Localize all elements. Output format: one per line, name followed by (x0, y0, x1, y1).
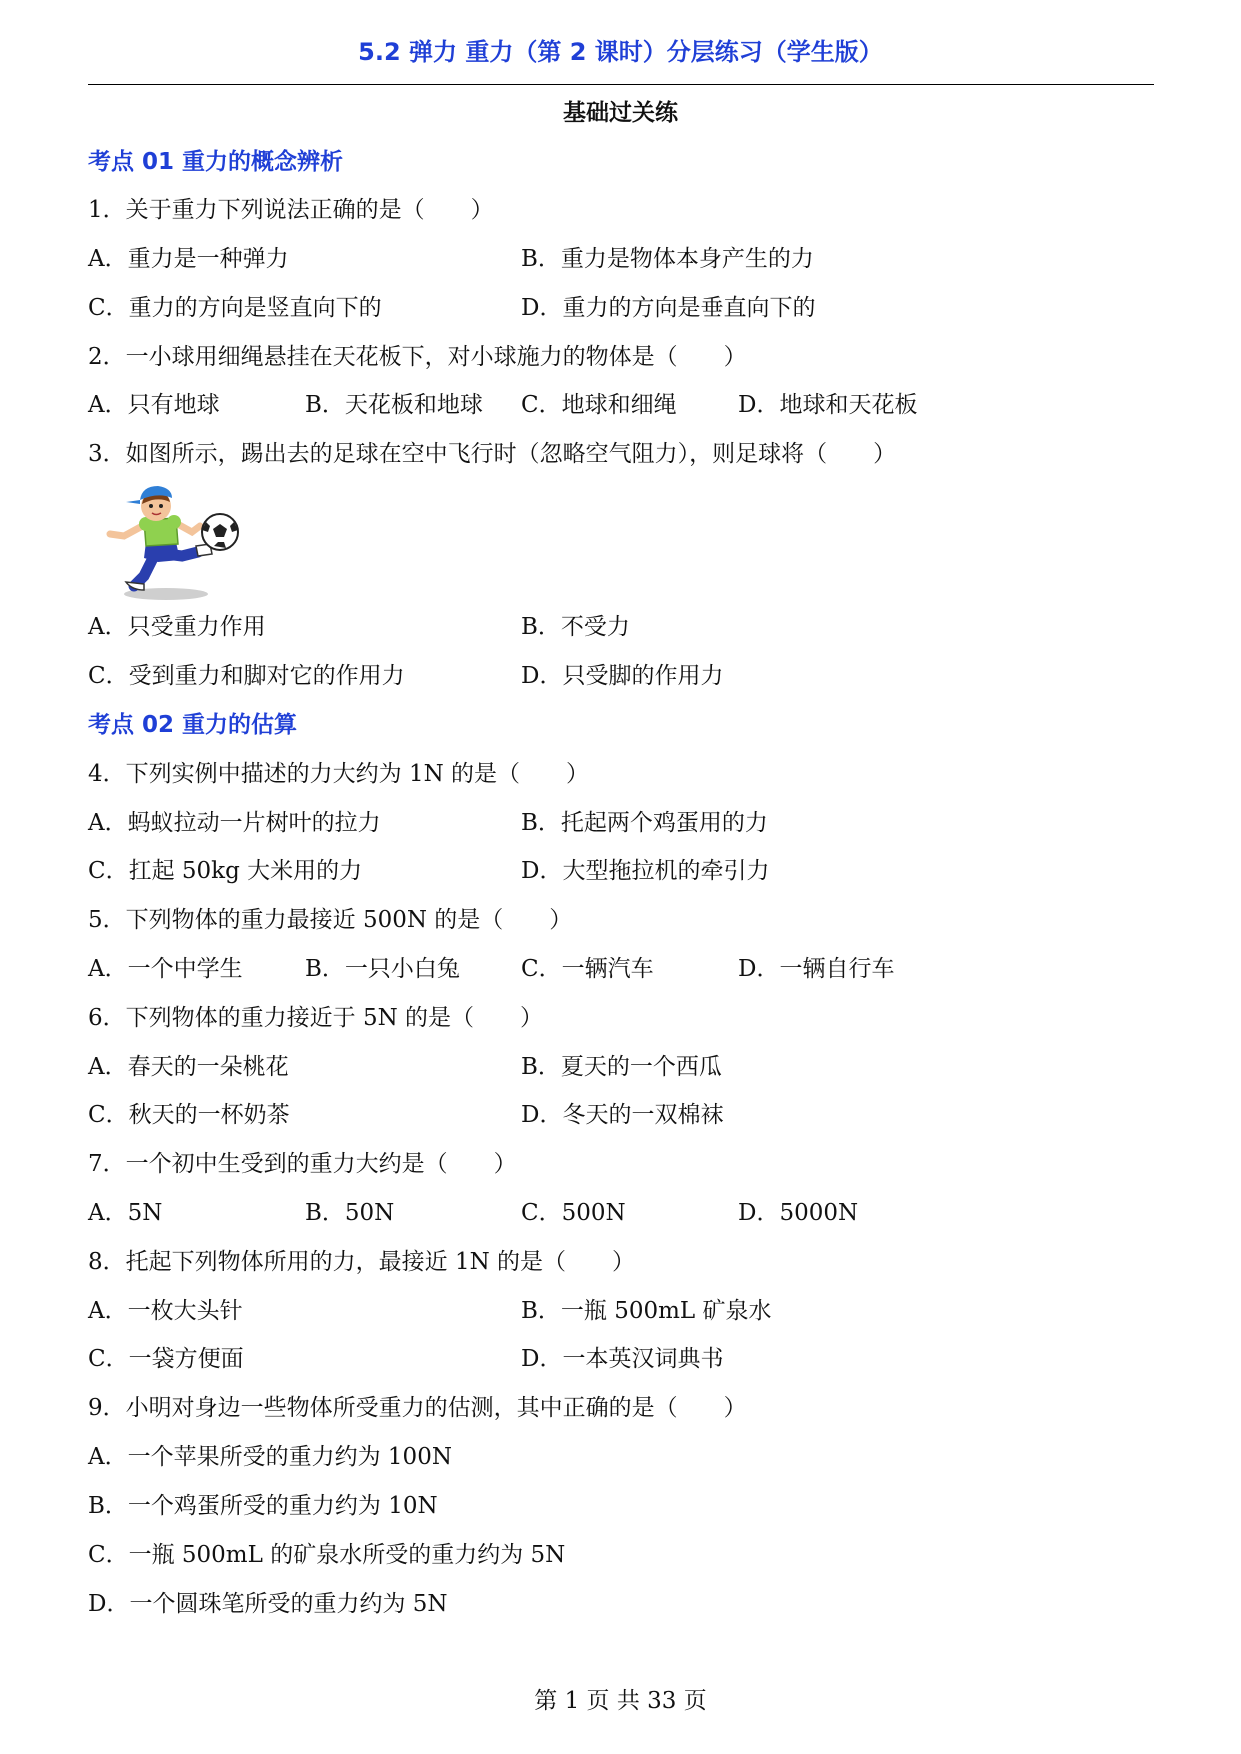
question-3-option-d: D．只受脚的作用力 (521, 663, 724, 689)
question-9-option-a: A．一个苹果所受的重力约为 100N (88, 1444, 452, 1470)
question-9-option-d: D．一个圆珠笔所受的重力约为 5N (88, 1591, 448, 1617)
boy-kicking-ball-illustration (96, 486, 246, 604)
question-6-option-b: B．夏天的一个西瓜 (521, 1054, 722, 1080)
question-9-option-c: C．一瓶 500mL 的矿泉水所受的重力约为 5N (88, 1542, 566, 1568)
question-8-stem: 8．托起下列物体所用的力，最接近 1N 的是（ ） (88, 1249, 636, 1275)
question-7-option-c: C．500N (521, 1200, 626, 1226)
question-7-option-d: D．5000N (738, 1200, 859, 1226)
question-2-option-a: A．只有地球 (88, 392, 220, 418)
question-3-option-b: B．不受力 (521, 614, 630, 640)
question-5-option-d: D．一辆自行车 (738, 956, 895, 982)
question-8-option-d: D．一本英汉词典书 (521, 1346, 724, 1372)
question-1-stem: 1．关于重力下列说法正确的是（ ） (88, 197, 494, 223)
section-heading: 基础过关练 (563, 100, 678, 126)
question-5-stem: 5．下列物体的重力最接近 500N 的是（ ） (88, 907, 573, 933)
question-1-option-b: B．重力是物体本身产生的力 (521, 246, 814, 272)
question-2-stem: 2．一小球用细绳悬挂在天花板下，对小球施力的物体是（ ） (88, 344, 747, 370)
question-6-option-a: A．春天的一朵桃花 (88, 1054, 289, 1080)
question-2-option-d: D．地球和天花板 (738, 392, 918, 418)
question-5-option-c: C．一辆汽车 (521, 956, 654, 982)
question-3-stem: 3．如图所示，踢出去的足球在空中飞行时（忽略空气阻力），则足球将（ ） (88, 441, 897, 467)
question-7-option-b: B．50N (305, 1200, 395, 1226)
topic-heading-01: 考点 01 重力的概念辨析 (88, 149, 344, 175)
question-7-stem: 7．一个初中生受到的重力大约是（ ） (88, 1151, 517, 1177)
question-4-option-a: A．蚂蚁拉动一片树叶的拉力 (88, 810, 381, 836)
question-5-option-b: B．一只小白兔 (305, 956, 460, 982)
question-5-option-a: A．一个中学生 (88, 956, 243, 982)
question-8-option-a: A．一枚大头针 (88, 1298, 243, 1324)
question-8-option-b: B．一瓶 500mL 矿泉水 (521, 1298, 772, 1324)
question-9-stem: 9．小明对身边一些物体所受重力的估测，其中正确的是（ ） (88, 1395, 747, 1421)
question-1-option-d: D．重力的方向是垂直向下的 (521, 295, 816, 321)
question-4-option-d: D．大型拖拉机的牵引力 (521, 858, 770, 884)
question-6-option-c: C．秋天的一杯奶茶 (88, 1102, 290, 1128)
question-6-option-d: D．冬天的一双棉袜 (521, 1102, 724, 1128)
header-divider (88, 84, 1154, 85)
question-3-option-a: A．只受重力作用 (88, 614, 266, 640)
question-6-stem: 6．下列物体的重力接近于 5N 的是（ ） (88, 1005, 544, 1031)
question-4-stem: 4．下列实例中描述的力大约为 1N 的是（ ） (88, 761, 590, 787)
question-7-option-a: A．5N (88, 1200, 163, 1226)
question-4-option-b: B．托起两个鸡蛋用的力 (521, 810, 768, 836)
question-9-option-b: B．一个鸡蛋所受的重力约为 10N (88, 1493, 438, 1519)
question-8-option-c: C．一袋方便面 (88, 1346, 244, 1372)
page-header-title: 5.2 弹力 重力（第 2 课时）分层练习（学生版） (358, 38, 883, 66)
question-1-option-a: A．重力是一种弹力 (88, 246, 289, 272)
question-1-option-c: C．重力的方向是竖直向下的 (88, 295, 382, 321)
question-2-option-c: C．地球和细绳 (521, 392, 677, 418)
topic-heading-02: 考点 02 重力的估算 (88, 712, 298, 738)
question-2-option-b: B．天花板和地球 (305, 392, 483, 418)
question-3-option-c: C．受到重力和脚对它的作用力 (88, 663, 405, 689)
question-4-option-c: C．扛起 50kg 大米用的力 (88, 858, 363, 884)
page-number-footer: 第 1 页 共 33 页 (534, 1688, 707, 1714)
